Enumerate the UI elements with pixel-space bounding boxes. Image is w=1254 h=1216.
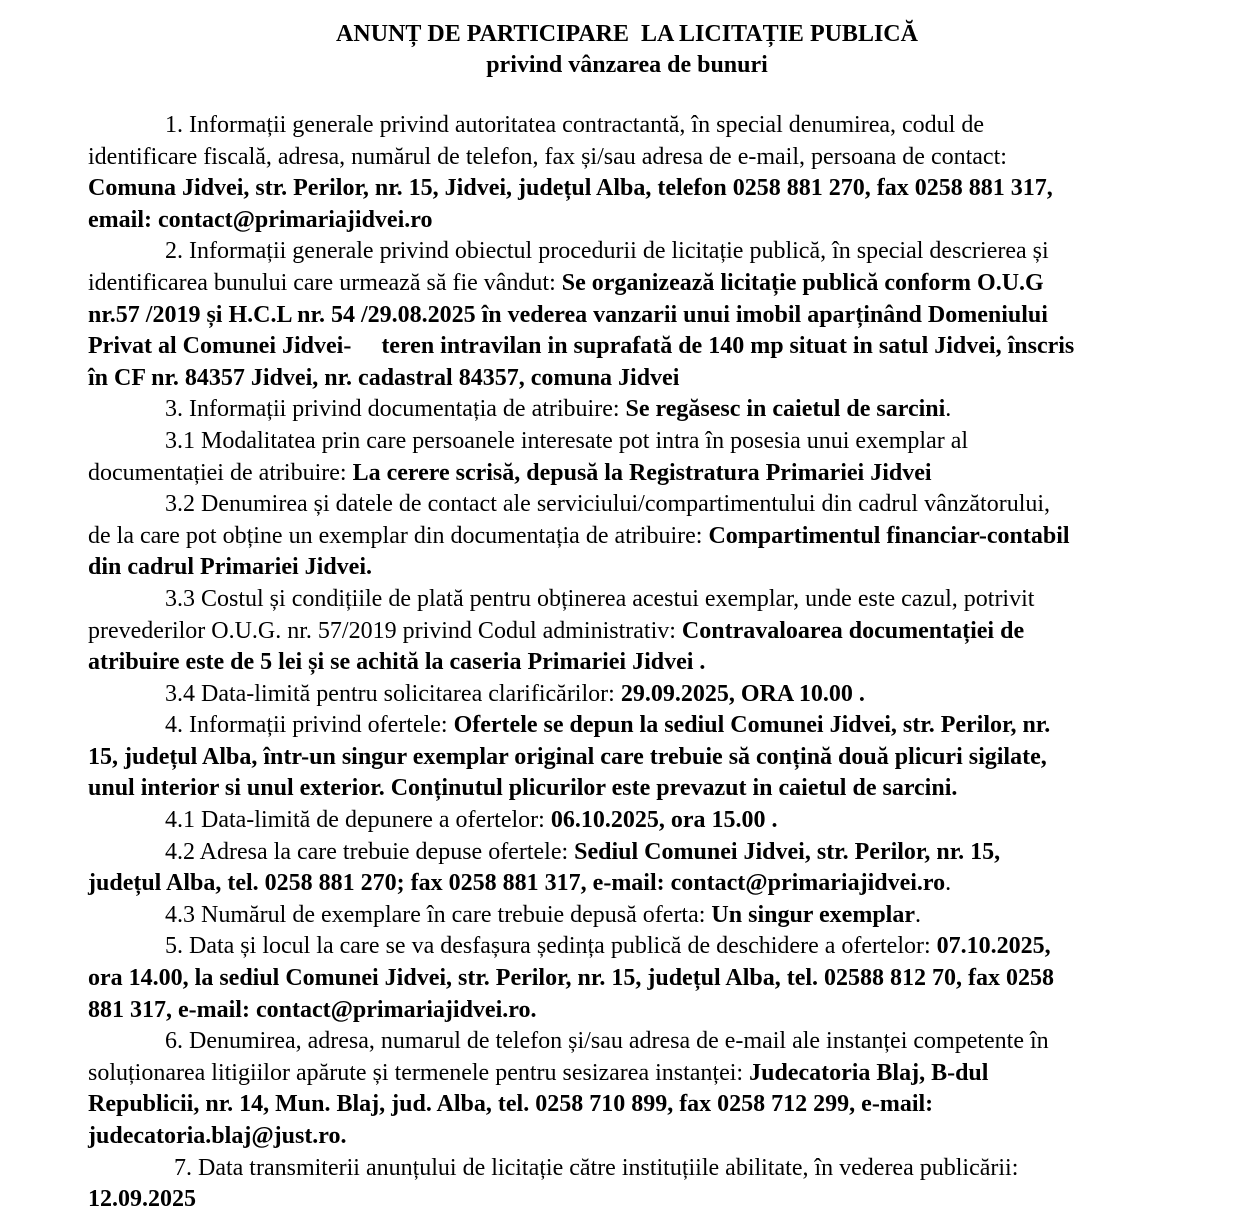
section-2-line-4 [88, 331, 1198, 363]
section-3-3-line-1: 3.3 Costul și condițiile de plată pentru obținerea acestui exemplar, unde este cazul, potrivit [165, 585, 1035, 612]
section-4-2-end: . [945, 870, 952, 897]
announcement-subtitle: privind vânzarea de bunuri [486, 52, 768, 78]
section-4-2-submission-address [88, 837, 1198, 900]
section-4-line-3: unul interior si unul exterior. Conținutul plicurilor este prevazut in caietul de sarcini. [88, 775, 958, 802]
section-3-2-department [88, 489, 1198, 584]
section-4-2-label: 4.2 Adresa la care trebuie depuse ofertele: [165, 838, 575, 865]
section-3-4-line [88, 679, 1198, 711]
section-7-date: 12.09.2025 [88, 1186, 196, 1213]
section-4-3-line [88, 900, 1198, 932]
section-4-1-line [88, 805, 1198, 837]
section-3-2-value: Compartimentul financiar-contabil [708, 522, 1070, 549]
section-7-line-1: 7. Data transmiterii anunțului de licitație către instituțiile abilitate, în vederea publicării: [174, 1154, 1019, 1181]
section-5-line-2: ora 14.00, la sediul Comunei Jidvei, str. Perilor, nr. 15, județul Alba, tel. 02588 812 70, fax 0258 [88, 965, 1055, 992]
section-2-line-2-value: Se organizează licitație publică conform O.U.G [561, 269, 1044, 296]
section-5-opening-session [88, 931, 1198, 1026]
section-3-1-label: documentației de atribuire: [88, 459, 353, 486]
section-5-value: 07.10.2025, [936, 933, 1051, 960]
section-3-label: 3. Informații privind documentația de atribuire: [165, 396, 626, 423]
section-6-value: Judecatoria Blaj, B-dul [749, 1059, 989, 1086]
section-3-3-value: Contravaloarea documentației de [681, 617, 1025, 644]
section-4-1-label: 4.1 Data-limită de depunere a ofertelor: [165, 807, 551, 834]
section-3-3-line-2 [88, 616, 1198, 648]
section-1-email-line: email: contact@primariajidvei.ro [88, 206, 433, 233]
section-2-line-2 [88, 268, 1198, 300]
section-2-line-3: nr.57 /2019 și H.C.L nr. 54 /29.08.2025 în vederea vanzarii unui imobil aparținând Domeniului [88, 301, 1048, 328]
section-5-label: 5. Data și locul la care se va desfașura ședința publică de deschidere a ofertelor: [165, 933, 937, 960]
section-4-1-value: 06.10.2025, ora 15.00 . [550, 807, 778, 834]
section-4-offers [88, 710, 1198, 805]
section-4-1-submission-deadline [88, 805, 1198, 837]
section-6-line-2 [88, 1058, 1198, 1090]
section-3-value: Se regăsesc in caietul de sarcini [625, 396, 946, 423]
section-3-4-clarification-deadline [88, 679, 1198, 711]
section-4-line-1 [88, 710, 1198, 742]
section-3-2-line-2 [88, 521, 1198, 553]
section-3-4-label: 3.4 Data-limită pentru solicitarea clarificărilor: [165, 680, 621, 707]
section-2-line-4-b: teren intravilan in suprafată de 140 mp situat in satul Jidvei, înscris [381, 333, 1075, 360]
section-3-4-value: 29.09.2025, ORA 10.00 . [620, 680, 865, 707]
section-3-1-line-1: 3.1 Modalitatea prin care persoanele interesate pot intra în posesia unui exemplar al [165, 427, 969, 454]
section-6-line-1: 6. Denumirea, adresa, numarul de telefon și/sau adresa de e-mail ale instanței competente în [165, 1028, 1049, 1055]
section-3-2-line-3: din cadrul Primariei Jidvei. [88, 554, 372, 581]
section-4-3-copies [88, 900, 1198, 932]
section-4-2-line-1 [88, 837, 1198, 869]
section-5-line-3: 881 317, e-mail: contact@primariajidvei.ro. [88, 996, 537, 1023]
section-4-3-end: . [915, 901, 921, 928]
section-3-3-line-3: atribuire este de 5 lei și se achită la caseria Primariei Jidvei . [88, 649, 706, 676]
section-6-label: soluționarea litigiilor apărute și termenele pentru sesizarea instanței: [88, 1059, 750, 1086]
section-4-value: Ofertele se depun la sediul Comunei Jidvei, str. Perilor, nr. [453, 712, 1051, 739]
section-3-2-line-1: 3.2 Denumirea și datele de contact ale serviciului/compartimentului din cadrul vânzătorului, [165, 491, 1051, 518]
section-1-line-1: 1. Informații generale privind autoritatea contractantă, în special denumirea, codul de [165, 112, 984, 138]
section-3-2-label: de la care pot obține un exemplar din documentația de atribuire: [88, 522, 709, 549]
section-2-line-5: în CF nr. 84357 Jidvei, nr. cadastral 84357, comuna Jidvei [88, 364, 680, 391]
section-2-line-4-a: Privat al Comunei Jidvei- [88, 333, 352, 360]
announcement-title: ANUNȚ DE PARTICIPARE LA LICITAȚIE PUBLICĂ [336, 21, 918, 47]
section-4-2-line-2 [88, 868, 1198, 900]
section-3-1-line-2 [88, 458, 1198, 490]
section-6-court [88, 1026, 1198, 1152]
section-1-contact-line: Comuna Jidvei, str. Perilor, nr. 15, Jidvei, județul Alba, telefon 0258 881 270, fax 0258 881 317, [88, 175, 1053, 202]
section-3-documentation [88, 394, 1198, 426]
section-4-line-2: 15, județul Alba, într-un singur exemplar original care trebuie să conțină două plicuri sigilate, [88, 743, 1047, 770]
section-3-end: . [945, 396, 952, 423]
section-6-line-4: judecatoria.blaj@just.ro. [88, 1123, 347, 1149]
section-2-line-2-label: identificarea bunului care urmează să fie vândut: [88, 269, 562, 296]
section-3-3-label: prevederilor O.U.G. nr. 57/2019 privind Codul administrativ: [88, 617, 682, 644]
section-1-general-info [88, 110, 1198, 236]
section-3-3-cost [88, 584, 1198, 679]
section-6-line-3: Republicii, nr. 14, Mun. Blaj, jud. Alba, tel. 0258 710 899, fax 0258 712 299, e-mail: [88, 1091, 934, 1118]
section-3-line [88, 394, 1198, 426]
section-2-line-1: 2. Informații generale privind obiectul procedurii de licitație publică, în special descrierea și [165, 238, 1049, 265]
section-3-1-obtain-method [88, 426, 1198, 489]
section-2-procedure-object [88, 236, 1198, 394]
section-5-line-1 [88, 931, 1198, 963]
section-7-transmission-date [88, 1153, 1198, 1216]
section-4-3-value: Un singur exemplar [711, 901, 915, 928]
section-4-2-value: Sediul Comunei Jidvei, str. Perilor, nr. 15, [574, 838, 1001, 865]
section-3-1-value: La cerere scrisă, depusă la Registratura Primariei Jidvei [352, 459, 932, 486]
section-4-3-label: 4.3 Numărul de exemplare în care trebuie depusă oferta: [165, 901, 712, 928]
announcement-body [88, 110, 1198, 1216]
section-4-label: 4. Informații privind ofertele: [165, 712, 454, 739]
section-1-line-2: identificare fiscală, adresa, numărul de telefon, fax și/sau adresa de e-mail, persoana de contact: [88, 143, 1007, 170]
section-4-2-address: județul Alba, tel. 0258 881 270; fax 0258 881 317, e-mail: contact@primariajidvei.ro [88, 870, 946, 897]
